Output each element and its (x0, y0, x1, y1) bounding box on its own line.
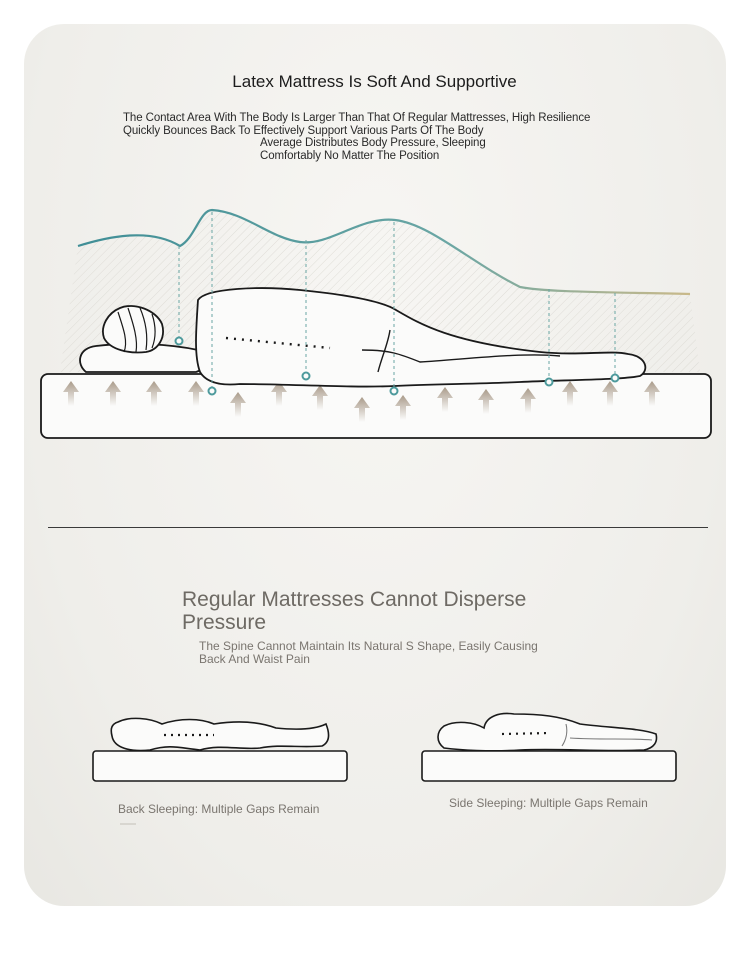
top-title: Latex Mattress Is Soft And Supportive (232, 72, 517, 91)
contact-point-icon (612, 375, 619, 382)
contact-point-icon (176, 338, 183, 345)
bottom-title: Regular Mattresses Cannot Disperse Pressure (182, 588, 527, 634)
top-desc-line-2: Quickly Bounces Back To Effectively Support Various Parts Of The Body (123, 125, 484, 137)
regular-mattress-side (422, 751, 676, 781)
regular-mattress-back (93, 751, 347, 781)
top-desc-line-4: Comfortably No Matter The Position (260, 150, 440, 162)
section-divider (48, 527, 708, 528)
top-desc-line-1: The Contact Area With The Body Is Larger Than That Of Regular Mattresses, High Resilience (123, 112, 591, 124)
contact-point-icon (391, 388, 398, 395)
top-desc-line-3: Average Distributes Body Pressure, Sleeping (260, 137, 486, 149)
contact-point-icon (303, 373, 310, 380)
bottom-subtitle: The Spine Cannot Maintain Its Natural S Shape, Easily Causing Back And Waist Pain (199, 639, 538, 666)
caption-back-sleeping: Back Sleeping: Multiple Gaps Remain (118, 802, 320, 816)
contact-point-icon (209, 388, 216, 395)
side-sleeping-illustration (422, 714, 676, 781)
back-sleeping-illustration (93, 718, 347, 781)
caption-side-sleeping: Side Sleeping: Multiple Gaps Remain (449, 796, 648, 810)
contact-point-icon (546, 379, 553, 386)
